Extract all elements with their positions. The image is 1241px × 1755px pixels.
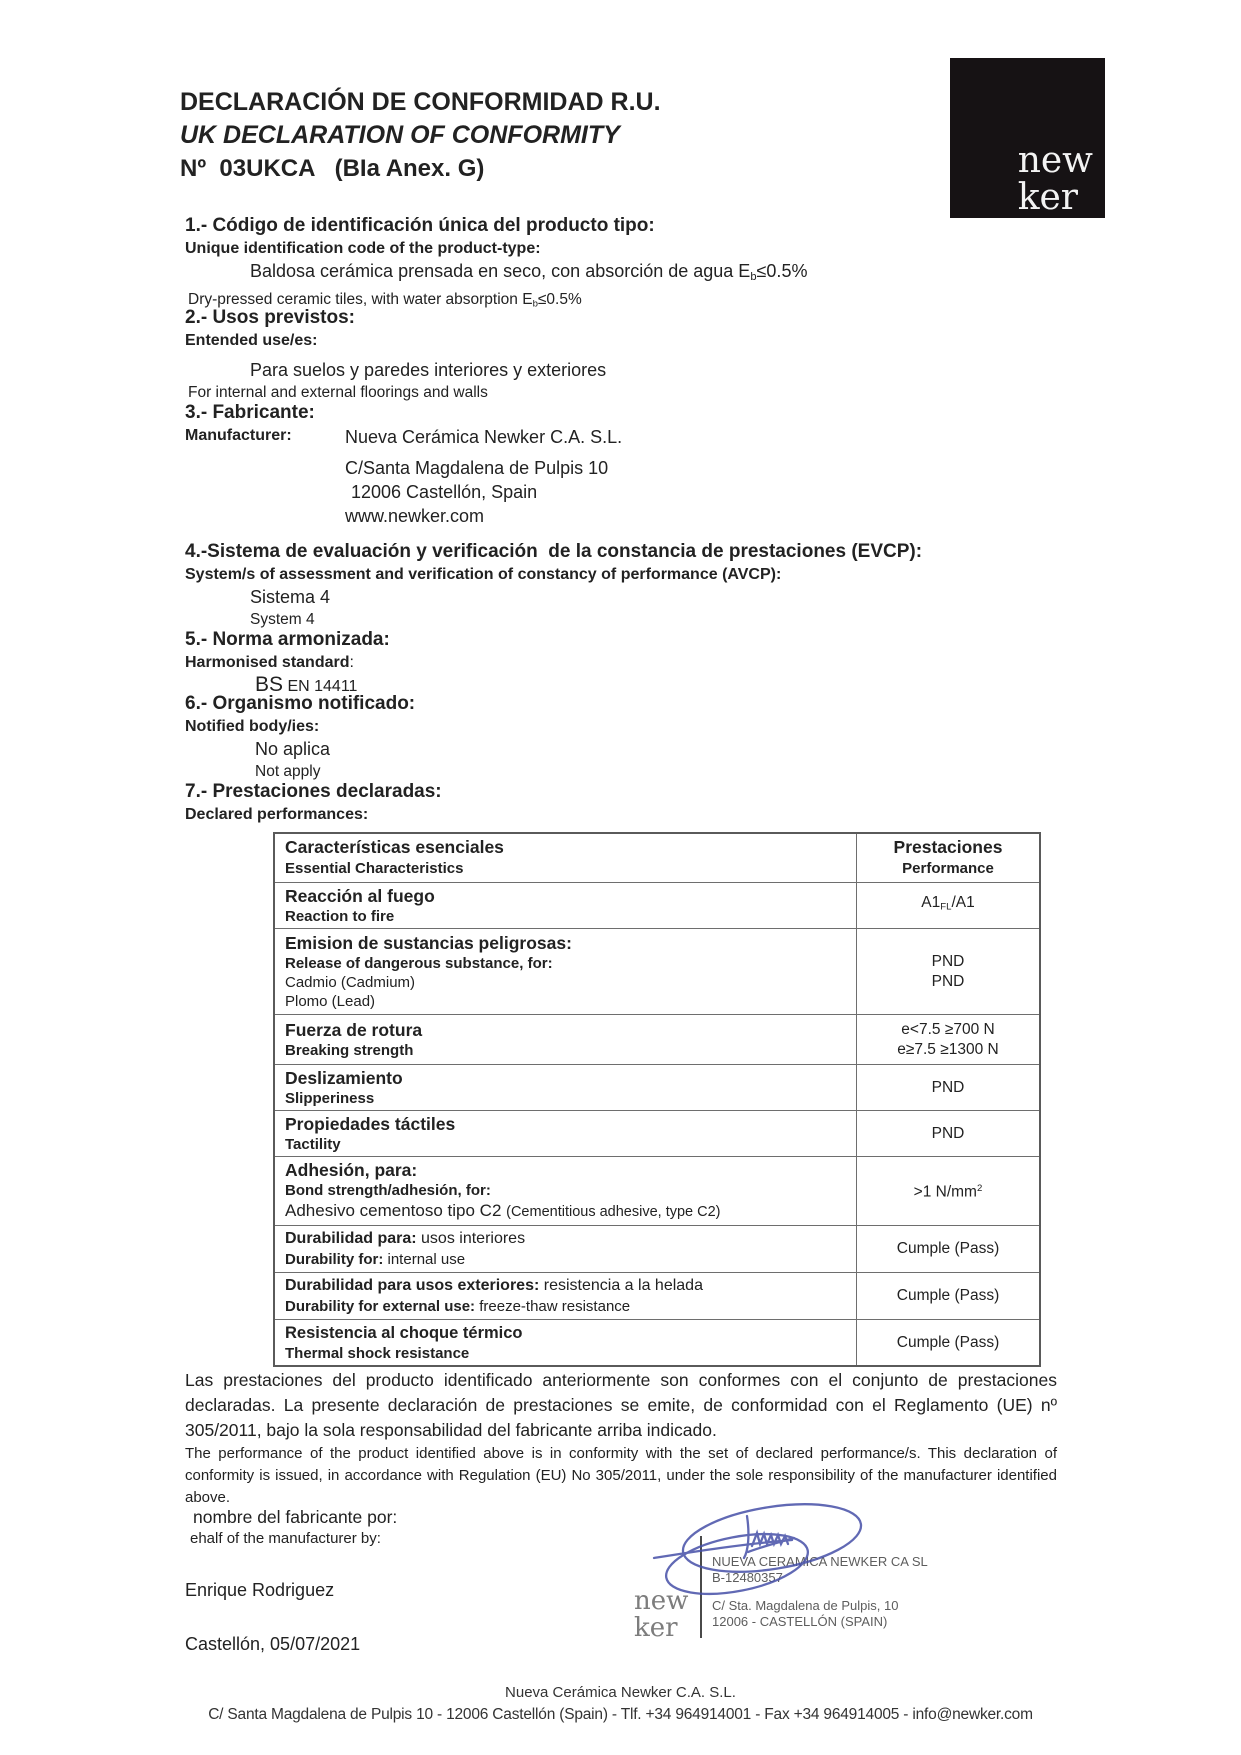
handwritten-signature (652, 1496, 882, 1616)
section-7-heading-en: Declared performances: (185, 806, 369, 823)
footer-company: Nueva Cerámica Newker C.A. S.L. (505, 1684, 736, 1701)
title-english: UK DECLARATION OF CONFORMITY (180, 121, 620, 149)
section-6-heading-en: Notified body/ies: (185, 718, 320, 735)
table-row-breaking: Fuerza de rotura Breaking strength e<7.5 ≥700 N e≥7.5 ≥1300 N (274, 1015, 1040, 1065)
signer-name: Enrique Rodriguez (185, 1580, 335, 1600)
section-4-heading-es: 4.-Sistema de evaluación y verificación de la constancia de prestaciones (EVCP): (185, 541, 923, 562)
manufacturer-website: www.newker.com (345, 506, 485, 526)
section-6 (185, 692, 1145, 782)
section-2-heading-en: Entended use/es: (185, 332, 318, 349)
durability-internal-value: Cumple (Pass) (857, 1226, 1041, 1273)
footer-contact: C/ Santa Magdalena de Pulpis 10 - 12006 Castellón (Spain) - Tlf. +34 964914001 - Fax +34 964914005 - info@newker.com (208, 1706, 1033, 1723)
subscript-b: b (750, 270, 757, 283)
section-2 (185, 306, 1145, 403)
section-3-heading-en: Manufacturer: (185, 427, 292, 444)
section-5-heading-es: 5.- Norma armonizada: (185, 629, 390, 650)
place-and-date: Castellón, 05/07/2021 (185, 1634, 361, 1654)
document-title-block (180, 86, 661, 185)
header-cell-characteristics: Características esenciales Essential Characteristics (274, 833, 857, 883)
title-spanish: DECLARACIÓN DE CONFORMIDAD R.U. (180, 88, 661, 116)
table-row-emission: Emision de sustancias peligrosas: Release of dangerous substance, for: Cadmio (Cadmium) Plomo (Lead) PND PND (274, 929, 1040, 1015)
section-7-heading-es: 7.- Prestaciones declaradas: (185, 781, 442, 802)
section-6-body-es: No aplica (255, 739, 331, 759)
section-5 (185, 628, 1145, 697)
behalf-line-es: nombre del fabricante por: (193, 1507, 398, 1527)
declaration-en: The performance of the product identified above is in conformity with the set of declared performance/s. This declaration of conformity is issued, in accordance with Regulation (EU) No 305/2011, under the sole responsibility of the manufacturer identified above. (185, 1445, 1057, 1506)
manufacturer-address (345, 425, 622, 528)
harmonised-standard-value: BS EN 14411 (255, 673, 358, 696)
manufacturer-street: C/Santa Magdalena de Pulpis 10 (345, 458, 609, 478)
stamp-logo-text: new ker (634, 1586, 689, 1643)
declaration-paragraphs (185, 1368, 1057, 1509)
section-3-heading-es: 3.- Fabricante: (185, 402, 315, 423)
section-4-body-en: System 4 (250, 611, 315, 628)
behalf-line-en: ehalf of the manufacturer by: (190, 1530, 381, 1547)
manufacturer-name: Nueva Cerámica Newker C.A. S.L. (345, 427, 623, 447)
declaration-es: Las prestaciones del producto identificado anteriormente son conformes con el conjunto de prestaciones declaradas. La presente declaración de prestaciones se emite, de conformidad con el Reglamento (UE) nº 305/2011, bajo la sola responsabilidad del fabricante arriba indicado. (185, 1370, 1057, 1440)
slipperiness-value: PND (857, 1065, 1041, 1111)
title-number: Nº 03UKCA (BIa Anex. G) (180, 155, 485, 182)
section-6-heading-es: 6.- Organismo notificado: (185, 693, 416, 714)
section-3 (185, 401, 1145, 526)
fire-value: $A1_{FL}/A1$ (857, 883, 1041, 929)
breaking-value: e<7.5 ≥700 N e≥7.5 ≥1300 N (857, 1015, 1041, 1065)
durability-external-value: Cumple (Pass) (857, 1273, 1041, 1320)
signature-block (185, 1506, 397, 1655)
table-row-thermal-shock: Resistencia al choque térmico Thermal shock resistance Cumple (Pass) (274, 1320, 1040, 1367)
table-row-durability-internal: Durabilidad para: usos interiores Durability for: internal use Cumple (Pass) (274, 1226, 1040, 1273)
declared-performances-table (273, 832, 1041, 1367)
subscript-fl: FL (940, 901, 952, 913)
section-7 (185, 780, 1145, 825)
subscript-b: b (532, 298, 538, 310)
stamp-address-lines: C/ Sta. Magdalena de Pulpis, 10 12006 - CASTELLÓN (SPAIN) (712, 1598, 899, 1629)
section-4-body-es: Sistema 4 (250, 587, 331, 607)
company-stamp (628, 1492, 978, 1667)
section-1-body-en: Dry-pressed ceramic tiles, with water absorption $E_b\le 0.5\%$ (188, 290, 582, 310)
section-2-body-es: Para suelos y paredes interiores y exteriores (250, 360, 607, 380)
section-4-heading-en: System/s of assessment and verification of constancy of performance (AVCP): (185, 566, 782, 583)
section-1-body-es: Baldosa cerámica prensada en seco, con absorción de agua $E_b\le 0.5\%$ (250, 261, 808, 283)
logo-word-ker: ker (1017, 177, 1079, 218)
section-1-heading-es: 1.- Código de identificación única del producto tipo: (185, 215, 655, 236)
section-5-heading-en: Harmonised standard: (185, 654, 354, 671)
section-2-body-en: For internal and external floorings and walls (188, 384, 488, 401)
table-row-tactility: Propiedades táctiles Tactility PND (274, 1111, 1040, 1157)
adhesion-value: >1 $N/mm^2$ (857, 1157, 1041, 1226)
newker-logo (950, 58, 1105, 218)
table-row-durability-external: Durabilidad para usos exteriores: resistencia a la helada Durability for external use: freeze-thaw resistance Cumple (Pass) (274, 1273, 1040, 1320)
stamp-company-lines: NUEVA CERAMICA NEWKER CA SL B-12480357 (712, 1554, 928, 1585)
section-2-heading-es: 2.- Usos previstos: (185, 307, 355, 328)
header-cell-performance: Prestaciones Performance (857, 833, 1041, 883)
newker-logo-text (1018, 142, 1093, 216)
emission-value: PND PND (857, 929, 1041, 1015)
thermal-shock-value: Cumple (Pass) (857, 1320, 1041, 1367)
manufacturer-city: 12006 Castellón, Spain (351, 482, 538, 502)
section-1-heading-en: Unique identification code of the product-type: (185, 240, 541, 257)
table-header-row (274, 833, 1040, 883)
section-4 (185, 540, 1145, 630)
table-row-adhesion: Adhesión, para: Bond strength/adhesión, for: Adhesivo cementoso tipo C2 (Cementitious adhesive, type C2) >1 $N/mm^2$ (274, 1157, 1040, 1226)
logo-word-new: new (1017, 140, 1093, 181)
table-row-slipperiness: Deslizamiento Slipperiness PND (274, 1065, 1040, 1111)
section-1 (185, 214, 1145, 314)
superscript-2: 2 (976, 1183, 983, 1195)
table-row-fire: Reacción al fuego Reaction to fire $A1_{FL}/A1$ (274, 883, 1040, 929)
section-6-body-en: Not apply (255, 763, 321, 780)
tactility-value: PND (857, 1111, 1041, 1157)
